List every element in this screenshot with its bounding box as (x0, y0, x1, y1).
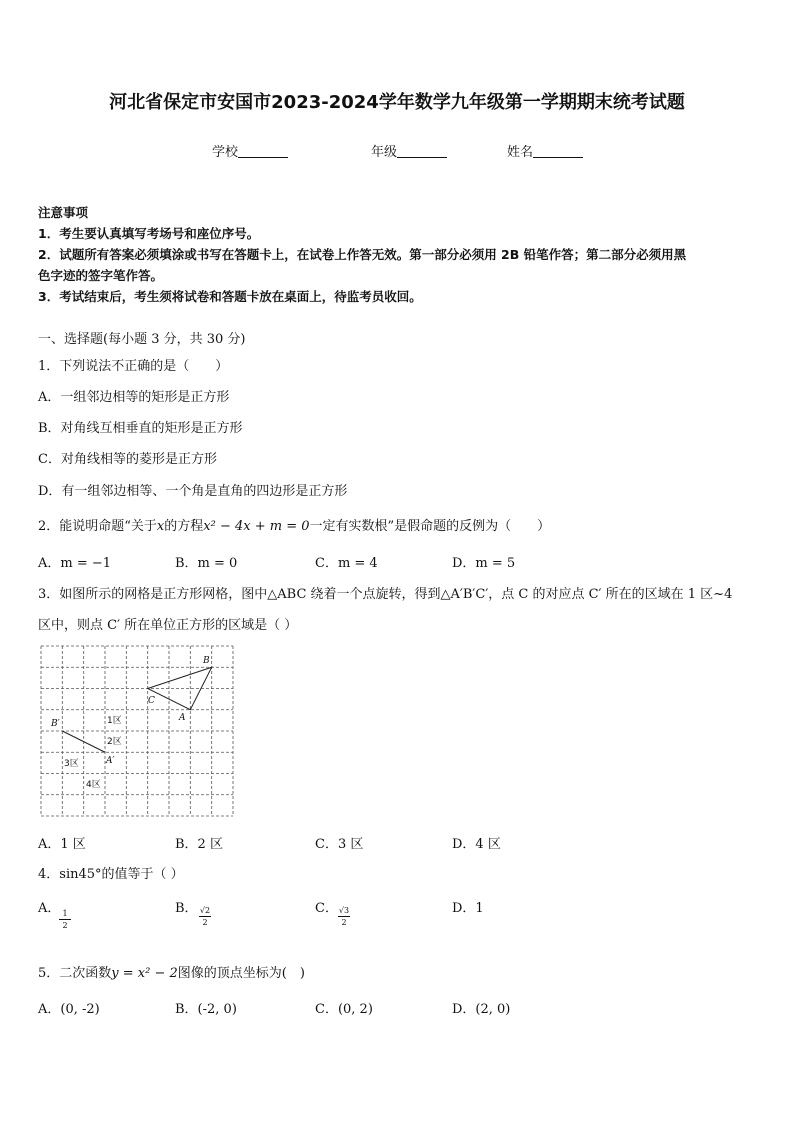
q5-equation: y = x² − 2 (111, 966, 178, 981)
q2-text: 一定有实数根”是假命题的反例为（ ） (309, 519, 551, 534)
q2-text: 的方程 (164, 519, 204, 534)
question-2-option-c: C．m = 4 (315, 556, 378, 571)
fraction-root2-over-2 (197, 906, 213, 927)
rotation-grid-figure (40, 645, 234, 817)
question-4-stem: 4．sin45°的值等于（ ） (38, 867, 184, 882)
grade-field (371, 141, 447, 160)
note-item: 3．考试结束后，考生须将试卷和答题卡放在桌面上，待监考员收回。 (38, 289, 422, 304)
question-4-option-d: D．1 (452, 901, 484, 916)
note-item: 2．试题所有答案必须填涂或书写在答题卡上，在试卷上作答无效。第一部分必须用 2B 铅笔作答；第二部分必须用黑 (38, 247, 687, 262)
q5-text: 5．二次函数 (38, 966, 112, 981)
section-heading: 一、选择题(每小题 3 分，共 30 分) (38, 332, 246, 347)
note-item: 1．考生要认真填写考场号和座位序号。 (38, 226, 260, 241)
grade-label: 年级 (371, 145, 398, 160)
fraction-denominator: 2 (341, 918, 347, 927)
question-1-option-c: C．对角线相等的菱形是正方形 (38, 452, 217, 467)
segment-a2-b2 (62, 731, 105, 752)
name-label: 姓名 (507, 145, 534, 160)
fraction-numerator: 1 (62, 909, 68, 918)
grid-lines (41, 646, 233, 816)
fraction-numerator: √3 (338, 906, 350, 915)
region-1-label: 1区 (107, 716, 122, 726)
notes-heading: 注意事项 (38, 205, 89, 220)
question-2-option-b: B．m = 0 (175, 556, 238, 571)
name-field (507, 141, 583, 160)
question-3-option-c: C．3 区 (315, 837, 364, 852)
question-4-option-c: C． (315, 901, 338, 916)
question-3-stem-line2: 区中，则点 C′ 所在单位正方形的区域是（ ） (38, 618, 298, 633)
question-4-option-b: B． (175, 901, 198, 916)
question-3-option-a: A．1 区 (38, 837, 86, 852)
note-item: 色字迹的签字笔作答。 (38, 268, 164, 283)
fraction-denominator: 2 (202, 918, 208, 927)
label-b: B (203, 656, 210, 666)
page-title: 河北省保定市安国市2023-2024学年数学九年级第一学期期末统考试题 (109, 92, 685, 113)
label-b-prime: B′ (51, 719, 60, 729)
label-a-prime: A′ (106, 756, 115, 766)
region-2-label: 2区 (107, 737, 122, 747)
question-5-option-a: A．(0, -2) (38, 1002, 100, 1017)
question-2-stem (38, 515, 550, 534)
question-3-stem-line1: 3．如图所示的网格是正方形网格，图中△ABC 绕着一个点旋转，得到△A′B′C′，点 C 的对应点 C′ 所在的区域在 1 区~4 (38, 587, 733, 602)
question-1-option-d: D．有一组邻边相等、一个角是直角的四边形是正方形 (38, 484, 348, 499)
question-5-option-c: C．(0, 2) (315, 1002, 373, 1017)
question-1-option-a: A．一组邻边相等的矩形是正方形 (38, 390, 230, 405)
question-5-option-b: B．(-2, 0) (175, 1002, 237, 1017)
q2-text: 2．能说明命题“关于 (38, 519, 157, 534)
question-5-option-d: D．(2, 0) (452, 1002, 511, 1017)
school-label: 学校 (212, 145, 239, 160)
label-c: C (148, 696, 155, 706)
question-2-option-d: D．m = 5 (452, 556, 516, 571)
question-3-option-b: B．2 区 (175, 837, 223, 852)
label-a: A (179, 713, 186, 723)
question-1-stem: 1．下列说法不正确的是（ ） (38, 359, 229, 374)
q2-equation: x² − 4x + m = 0 (203, 519, 310, 534)
fraction-root3-over-2 (336, 906, 352, 927)
question-5-stem (38, 962, 305, 981)
fraction-numerator: √2 (199, 906, 211, 915)
q5-text: 图像的顶点坐标为( ) (177, 966, 305, 981)
fraction-one-half (57, 909, 73, 930)
question-4-option-a: A． (38, 901, 61, 916)
q2-var: x (156, 519, 165, 534)
fraction-denominator: 2 (62, 921, 68, 930)
region-4-label: 4区 (86, 780, 101, 790)
question-3-option-d: D．4 区 (452, 837, 501, 852)
question-1-option-b: B．对角线互相垂直的矩形是正方形 (38, 421, 243, 436)
question-2-option-a: A．m = −1 (38, 556, 112, 571)
region-3-label: 3区 (64, 759, 79, 769)
school-field (212, 141, 288, 160)
